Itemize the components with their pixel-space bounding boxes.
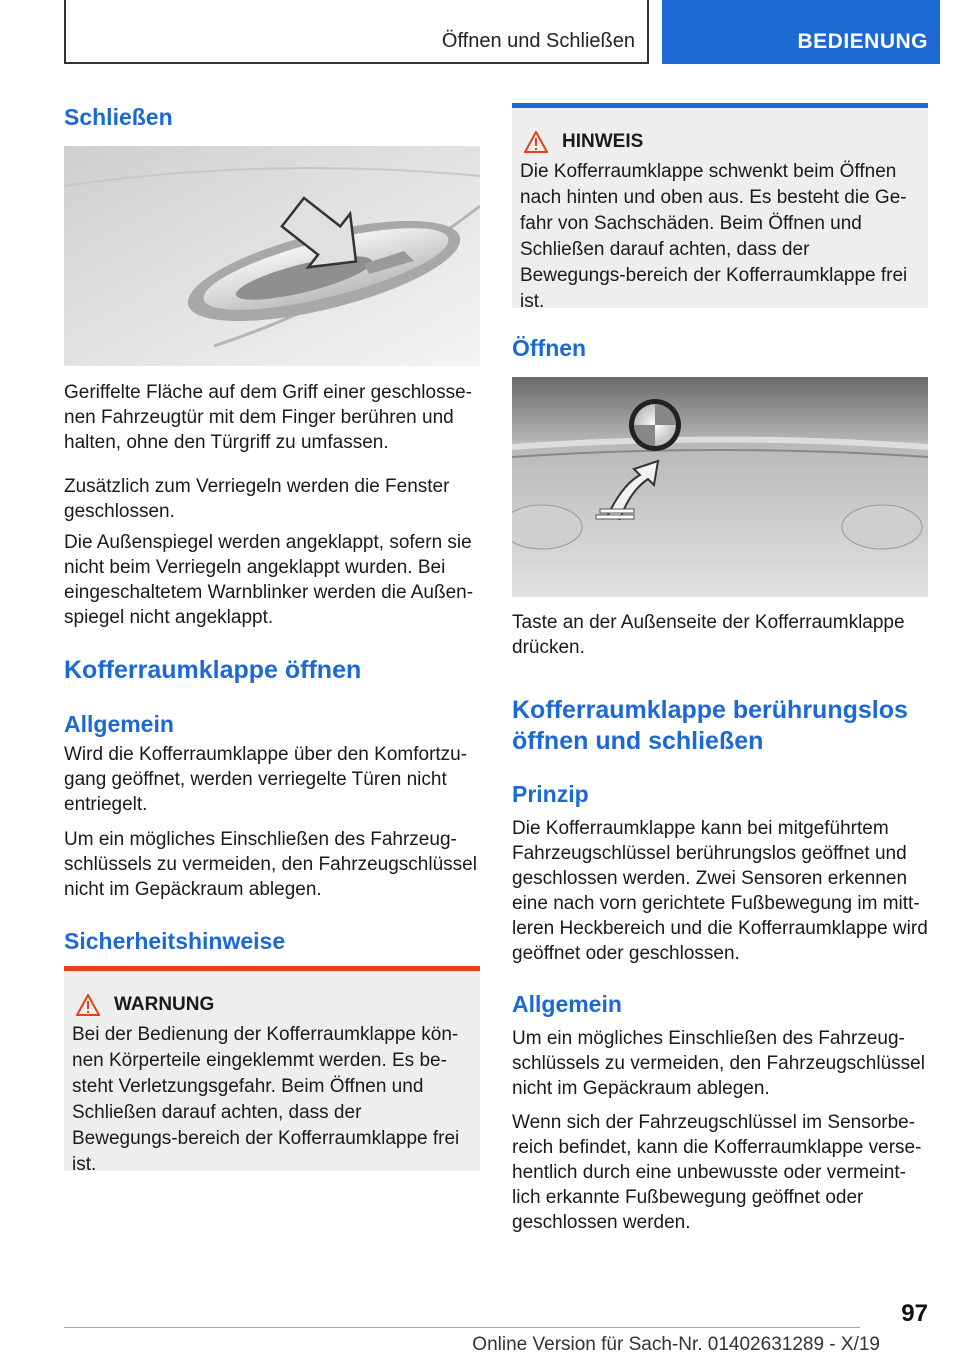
header-section-tab: [64, 0, 649, 64]
heading-beruehrungslos: Kofferraumklappe berührungslos öffnen und schließen: [512, 696, 908, 755]
footer-divider: [64, 1327, 860, 1328]
heading-prinzip: Prinzip: [512, 781, 589, 807]
heading-schliessen: Schließen: [64, 104, 173, 130]
paragraph-komfortzugang: Wird die Kofferraumklappe über den Komfortzu-gang geöffnet, werden verriegelte Türen nicht entriegelt.: [64, 744, 468, 815]
heading-sicherheitshinweise: Sicherheitshinweise: [64, 928, 286, 954]
caution-triangle-icon: [524, 131, 548, 153]
section-title: Öffnen und Schließen: [441, 30, 635, 52]
online-version-label: Online Version für Sach-Nr. 01402631289 - X/19: [472, 1334, 880, 1355]
paragraph-sensorbereich: Wenn sich der Fahrzeugschlüssel im Sensorbe-reich befindet, kann die Kofferraumklappe verse-hentlich durch eine unbewusste oder vermeint-lich erkannte Fußbewegung geöffnet oder geschlossen werden.: [512, 1112, 922, 1233]
paragraph-prinzip: Die Kofferraumklappe kann bei mitgeführtem Fahrzeugschlüssel berührungslos geöffnet und geschlossen werden. Zwei Sensoren erkennen eine nach vorn gerichtete Fußbewegung im mitt-leren Heckbereich und die Kofferraumklappe wird geöffnet oder geschlossen.: [512, 818, 928, 964]
warning-box: [64, 966, 480, 1175]
paragraph-einschliessen-right: Um ein mögliches Einschließen des Fahrzeug-schlüssels zu vermeiden, den Fahrzeugschlüssel nicht im Gepäckraum ablegen.: [512, 1028, 925, 1099]
hinweis-box: [512, 103, 928, 312]
heading-oeffnen: Öffnen: [512, 335, 587, 361]
chapter-title: BEDIENUNG: [797, 30, 928, 53]
heading-kofferraumklappe-oeffnen: Kofferraumklappe öffnen: [64, 656, 362, 684]
heading-allgemein-right: Allgemein: [512, 991, 622, 1017]
warning-header: [76, 994, 214, 1016]
page-number: 97: [901, 1300, 928, 1327]
warning-label: WARNUNG: [114, 994, 215, 1015]
warning-bar: [64, 966, 480, 971]
hinweis-bar: [512, 103, 928, 108]
hinweis-text: Die Kofferraumklappe schwenkt beim Öffnen nach hinten und oben aus. Es besteht die Ge-fahr von Sachschäden. Beim Öffnen und Schließen darauf achten, dass der Bewegungs-bereich der Kofferraumklappe frei ist.: [520, 161, 908, 312]
door-handle-illustration: [64, 146, 480, 366]
warning-text: Bei der Bedienung der Kofferraumklappe kön-nen Körperteile eingeklemmt werden. Es be-steht Verletzungsgefahr. Beim Öffnen und Schließen darauf achten, dass der Bewegungs-bereich der Kofferraumklappe frei ist.: [72, 1024, 460, 1175]
paragraph-einschliessen-left: Um ein mögliches Einschließen des Fahrzeug-schlüssels zu vermeiden, den Fahrzeugschlüssel nicht im Gepäckraum ablegen.: [64, 829, 477, 900]
trunk-button-illustration: [512, 377, 928, 597]
door-handle-icon: [64, 146, 480, 366]
paragraph-taste: Taste an der Außenseite der Kofferraumklappe drücken.: [512, 612, 905, 658]
hinweis-label: HINWEIS: [562, 131, 644, 152]
trunk-button-icon: [512, 377, 928, 597]
header-chapter-tab: [662, 0, 940, 64]
paragraph-aussenspiegel: Die Außenspiegel werden angeklappt, sofern sie nicht beim Verriegeln angeklappt wurden. Bei eingeschaltetem Warnblinker werden die Außen-spiegel nicht angeklappt.: [64, 532, 474, 628]
warning-triangle-icon: [76, 994, 100, 1016]
hinweis-header: [524, 131, 643, 153]
paragraph-griff: Geriffelte Fläche auf dem Griff einer geschlosse-nen Fahrzeugtür mit dem Finger berühren und halten, ohne den Türgriff zu umfassen.: [64, 382, 472, 453]
heading-allgemein-left: Allgemein: [64, 711, 174, 737]
paragraph-fenster: Zusätzlich zum Verriegeln werden die Fenster geschlossen.: [64, 476, 450, 522]
